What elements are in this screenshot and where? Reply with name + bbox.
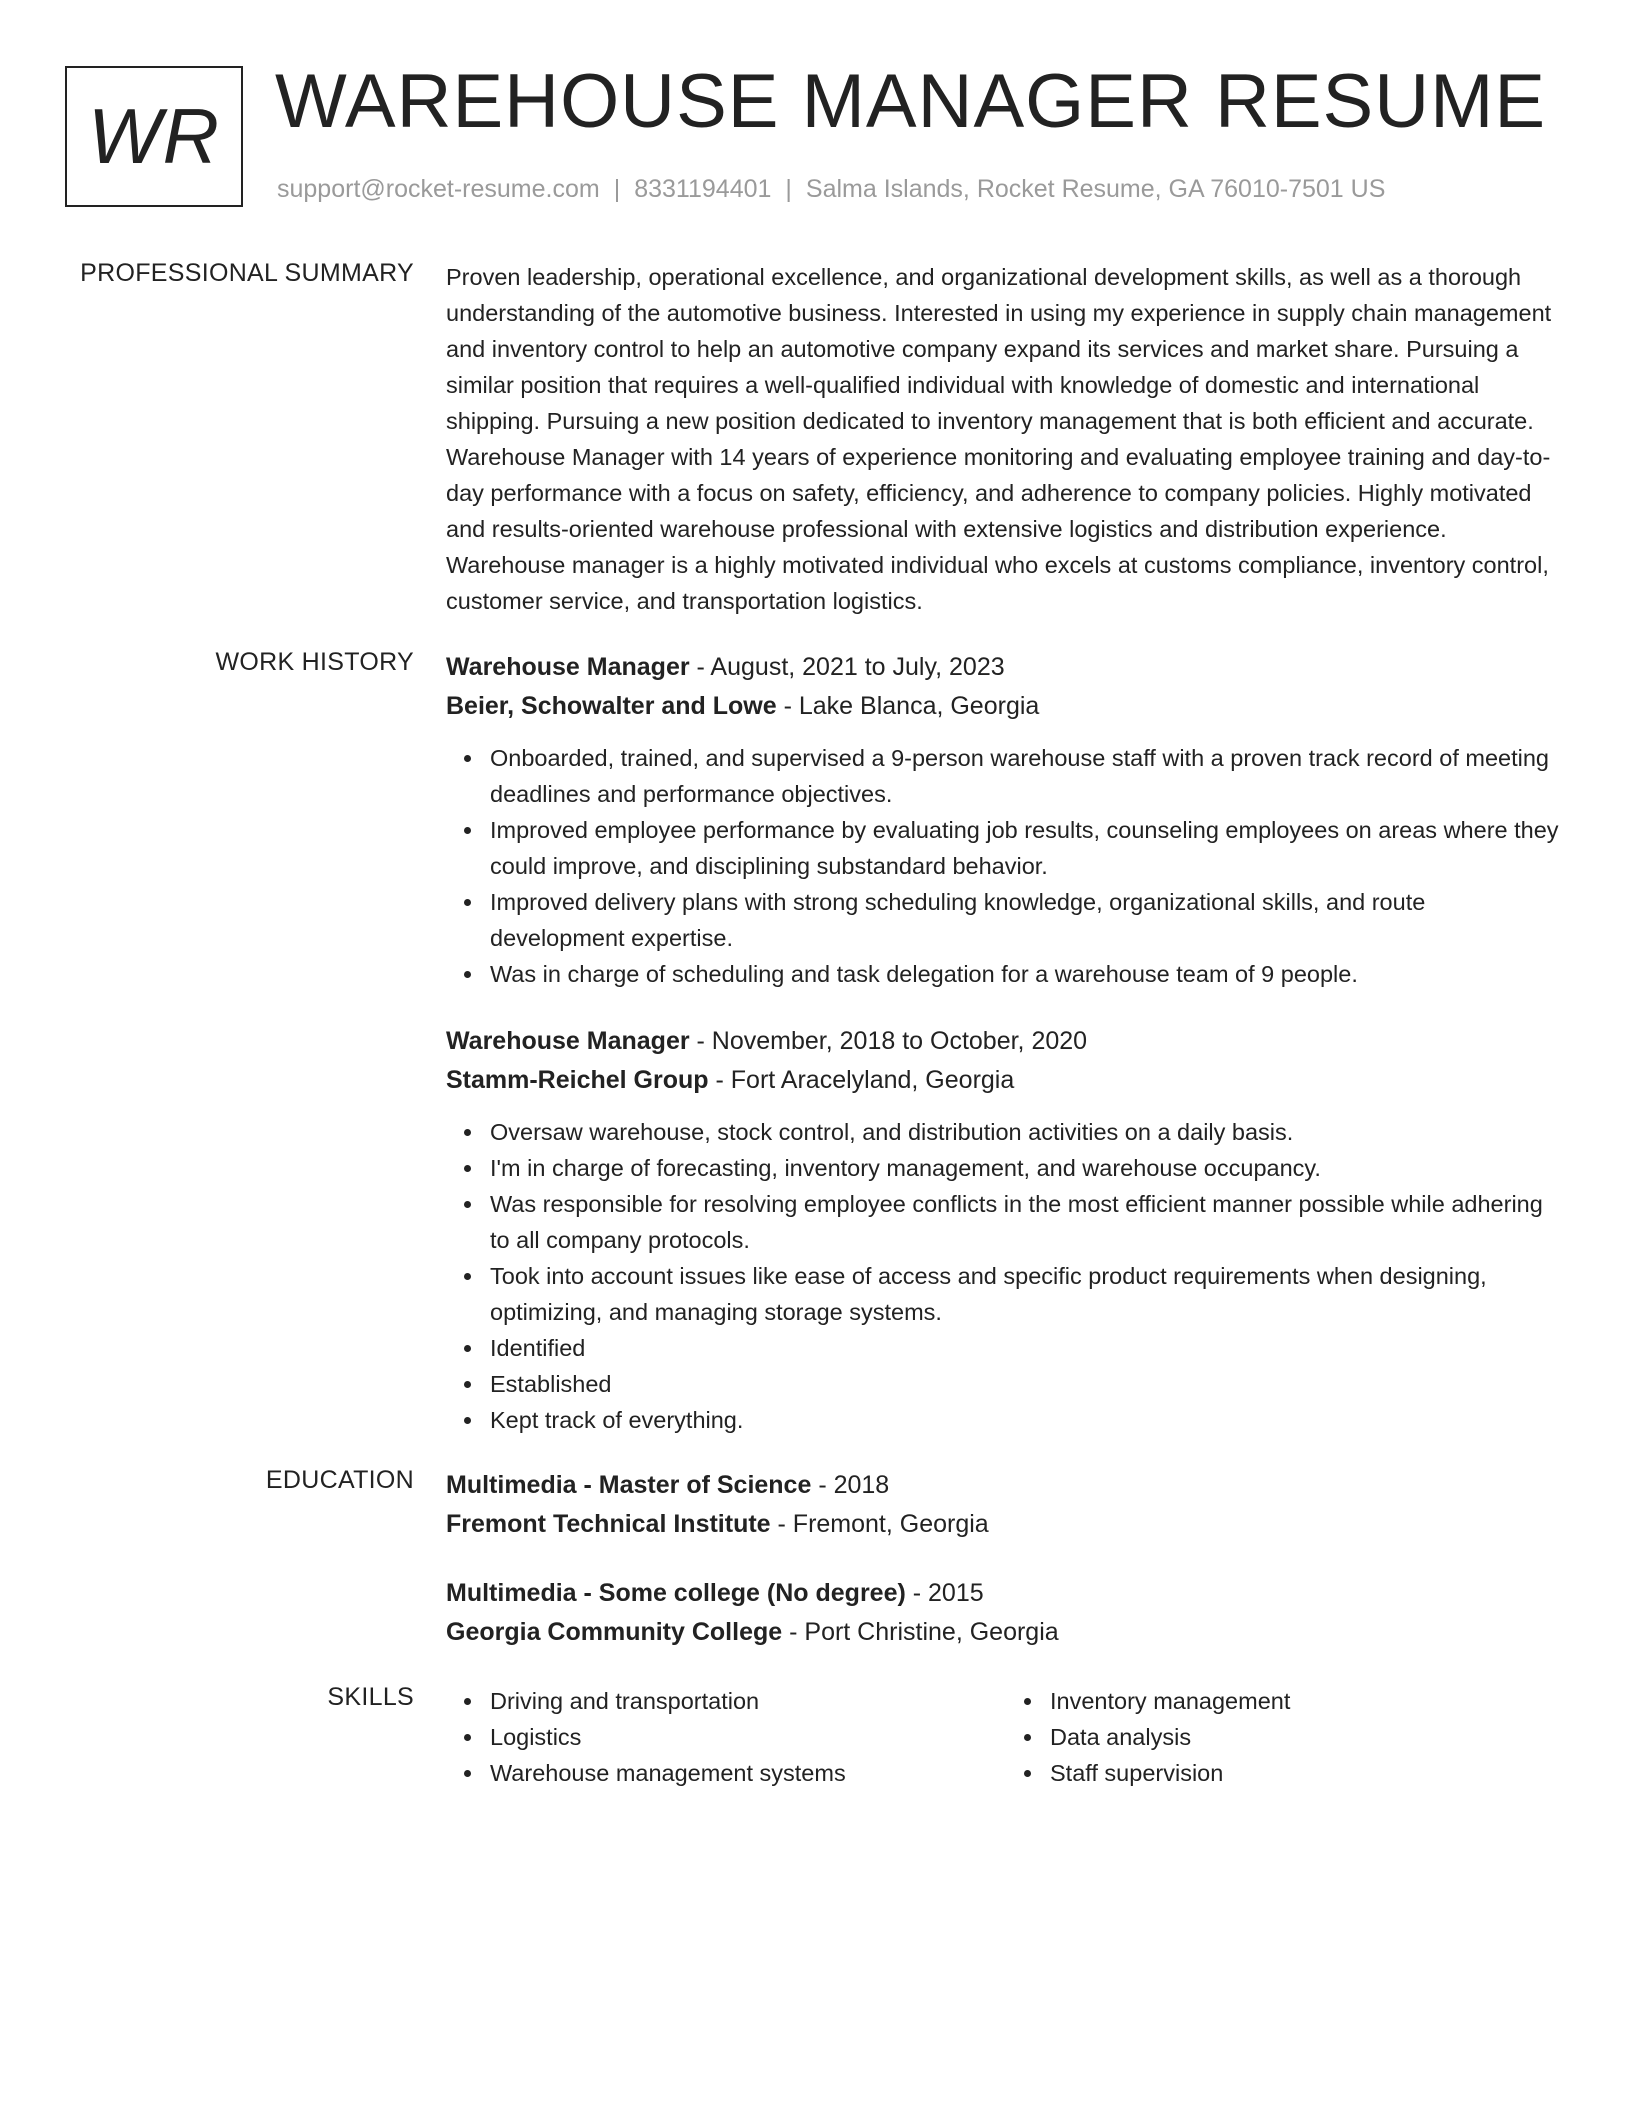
job-dates: - August, 2021 to July, 2023 xyxy=(689,653,1005,681)
job-title-line xyxy=(446,648,1566,687)
job-dates: - November, 2018 to October, 2020 xyxy=(689,1027,1088,1055)
skill-item: Logistics xyxy=(490,1719,1006,1755)
job-bullet: Identified xyxy=(490,1330,1566,1366)
section-label-education: EDUCATION xyxy=(265,1466,414,1494)
monogram-logo xyxy=(65,66,243,207)
job-bullet: Onboarded, trained, and supervised a 9-person warehouse staff with a proven track record of meeting deadlines and performance objectives. xyxy=(490,740,1566,812)
contact-email[interactable]: support@rocket-resume.com xyxy=(277,175,600,203)
skill-item: Staff supervision xyxy=(1050,1755,1566,1791)
monogram-text: WR xyxy=(88,92,220,180)
job-title-line xyxy=(446,1022,1566,1061)
section-label-skills: SKILLS xyxy=(327,1683,414,1711)
section-label-work-history: WORK HISTORY xyxy=(215,648,414,676)
job-title: Warehouse Manager xyxy=(446,653,690,681)
job-company-line xyxy=(446,687,1566,726)
job-bullet: Took into account issues like ease of access and specific product requirements when designing, optimizing, and managing storage systems. xyxy=(490,1258,1566,1330)
summary-body xyxy=(446,259,1566,619)
job-bullet: Improved employee performance by evaluating job results, counseling employees on areas where they could improve, and disciplining substandard behavior. xyxy=(490,812,1566,884)
skills-list-left xyxy=(446,1683,1006,1791)
job-title: Warehouse Manager xyxy=(446,1027,690,1055)
resume-title: WAREHOUSE MANAGER RESUME xyxy=(275,59,1547,144)
skill-item: Driving and transportation xyxy=(490,1683,1006,1719)
job-bullets xyxy=(446,1114,1566,1438)
section-label-summary: PROFESSIONAL SUMMARY xyxy=(80,259,414,287)
job-bullet: Was in charge of scheduling and task delegation for a warehouse team of 9 people. xyxy=(490,956,1566,992)
degree: Multimedia - Some college (No degree) xyxy=(446,1579,906,1607)
job-bullet: I'm in charge of forecasting, inventory management, and warehouse occupancy. xyxy=(490,1150,1566,1186)
job-bullet: Kept track of everything. xyxy=(490,1402,1566,1438)
summary-text: Proven leadership, operational excellence, and organizational development skills, as well as a thorough understanding of the automotive business. Interested in using my experience in supply chain management and inventory control to help an automotive company expand its services and market share. Pursuing a similar position that requires a well-qualified individual with knowledge of domestic and international shipping. Pursuing a new position dedicated to inventory management that is both efficient and accurate. Warehouse Manager with 14 years of experience monitoring and evaluating employee training and day-to-day performance with a focus on safety, efficiency, and adherence to company policies. Highly motivated and results-oriented warehouse professional with extensive logistics and distribution experience. Warehouse manager is a highly motivated individual who excels at customs compliance, inventory control, customer service, and transportation logistics. xyxy=(446,264,1552,614)
skills-columns xyxy=(446,1683,1566,1791)
job-company-line xyxy=(446,1061,1566,1100)
school-location: - Port Christine, Georgia xyxy=(782,1618,1059,1646)
job-entry xyxy=(446,648,1566,992)
job-bullets xyxy=(446,740,1566,992)
job-entry xyxy=(446,1022,1566,1438)
job-bullet: Was responsible for resolving employee conflicts in the most efficient manner possible while adhering to all company protocols. xyxy=(490,1186,1566,1258)
job-location: - Fort Aracelyland, Georgia xyxy=(708,1066,1015,1094)
school-location: - Fremont, Georgia xyxy=(770,1510,989,1538)
degree-year: - 2018 xyxy=(811,1471,890,1499)
school-line xyxy=(446,1505,1566,1544)
separator: | xyxy=(613,175,621,203)
contact-address: Salma Islands, Rocket Resume, GA 76010-7501 US xyxy=(805,175,1386,203)
skill-item: Inventory management xyxy=(1050,1683,1566,1719)
school-line xyxy=(446,1613,1566,1652)
job-bullet: Oversaw warehouse, stock control, and distribution activities on a daily basis. xyxy=(490,1114,1566,1150)
work-history-body xyxy=(446,648,1566,1438)
contact-line xyxy=(277,175,1385,204)
skill-item: Warehouse management systems xyxy=(490,1755,1006,1791)
education-entry xyxy=(446,1574,1566,1652)
job-bullet: Established xyxy=(490,1366,1566,1402)
school: Fremont Technical Institute xyxy=(446,1510,771,1538)
job-company: Stamm-Reichel Group xyxy=(446,1066,709,1094)
contact-phone[interactable]: 8331194401 xyxy=(634,175,772,203)
job-company: Beier, Schowalter and Lowe xyxy=(446,692,777,720)
education-entry xyxy=(446,1466,1566,1544)
skill-item: Data analysis xyxy=(1050,1719,1566,1755)
skills-body xyxy=(446,1683,1566,1791)
separator: | xyxy=(785,175,792,203)
degree-line xyxy=(446,1466,1566,1505)
job-location: - Lake Blanca, Georgia xyxy=(776,692,1040,720)
job-bullet: Improved delivery plans with strong scheduling knowledge, organizational skills, and route development expertise. xyxy=(490,884,1566,956)
education-body xyxy=(446,1466,1566,1652)
school: Georgia Community College xyxy=(446,1618,783,1646)
degree: Multimedia - Master of Science xyxy=(446,1471,812,1499)
degree-line xyxy=(446,1574,1566,1613)
degree-year: - 2015 xyxy=(905,1579,984,1607)
skills-list-right xyxy=(1006,1683,1566,1791)
